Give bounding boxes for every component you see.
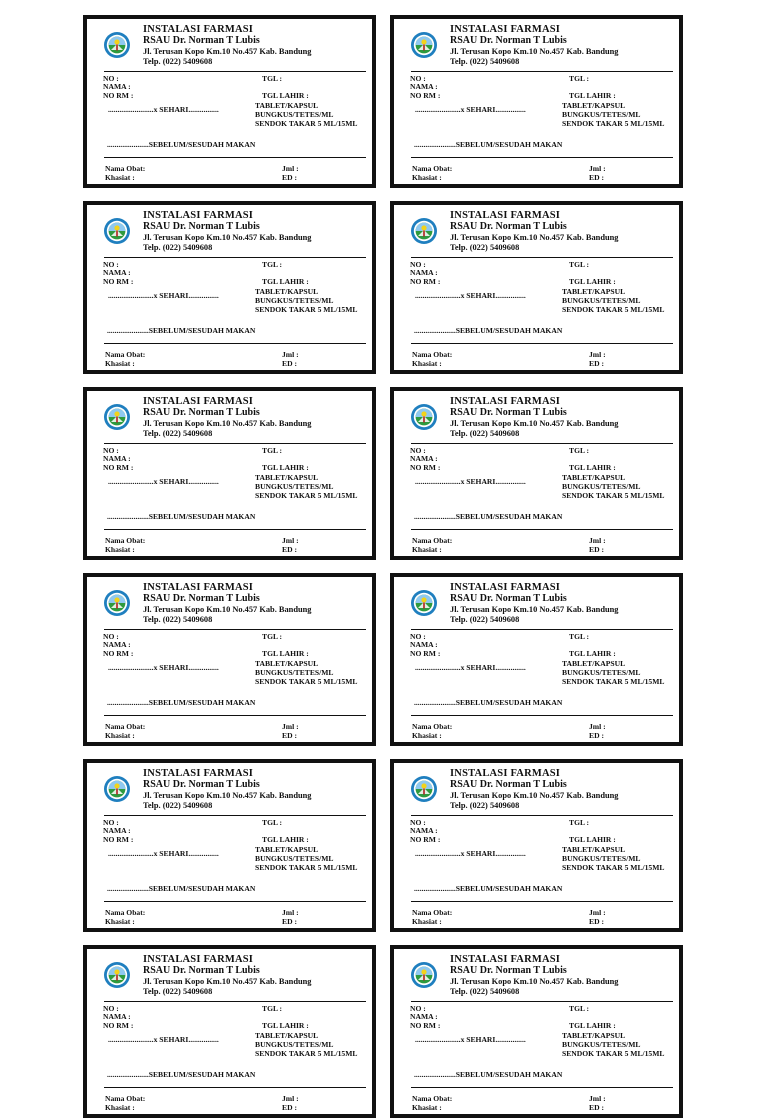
form-tablet: TABLET/KAPSUL — [255, 287, 319, 296]
header-divider — [411, 629, 673, 630]
hospital-phone: Telp. (022) 5409608 — [450, 429, 520, 438]
header-divider — [411, 71, 673, 72]
field-ed: ED : — [589, 173, 604, 182]
hospital-name: RSAU Dr. Norman T Lubis — [143, 965, 260, 976]
field-dosage: ........................x SEHARI................ — [108, 105, 219, 114]
field-jml: Jml : — [282, 722, 299, 731]
footer-divider — [104, 715, 366, 716]
field-jml: Jml : — [589, 350, 606, 359]
field-nama: NAMA : — [410, 82, 438, 91]
form-bungkus: BUNGKUS/TETES/ML — [255, 668, 334, 677]
label-title: INSTALASI FARMASI — [450, 954, 561, 965]
hospital-address: Jl. Terusan Kopo Km.10 No.457 Kab. Bandung — [450, 233, 619, 242]
header-divider — [411, 443, 673, 444]
form-tablet: TABLET/KAPSUL — [562, 287, 626, 296]
hospital-name: RSAU Dr. Norman T Lubis — [143, 407, 260, 418]
prescription-label — [83, 573, 376, 746]
field-tgl: TGL : — [262, 1004, 283, 1013]
field-nama: NAMA : — [410, 640, 438, 649]
field-no: NO : — [103, 446, 119, 455]
field-no: NO : — [410, 818, 426, 827]
field-khasiat: Khasiat : — [412, 359, 442, 368]
field-tgl-lahir: TGL LAHIR : — [569, 835, 616, 844]
form-tablet: TABLET/KAPSUL — [255, 101, 319, 110]
field-tgl: TGL : — [569, 1004, 590, 1013]
footer-divider — [104, 529, 366, 530]
hospital-name: RSAU Dr. Norman T Lubis — [143, 779, 260, 790]
field-no-rm: NO RM : — [103, 1021, 134, 1030]
form-tablet: TABLET/KAPSUL — [562, 1031, 626, 1040]
field-no: NO : — [410, 260, 426, 269]
field-khasiat: Khasiat : — [105, 1103, 135, 1112]
hospital-address: Jl. Terusan Kopo Km.10 No.457 Kab. Bandung — [450, 47, 619, 56]
field-nama-obat: Nama Obat: — [105, 1094, 146, 1103]
prescription-label — [83, 387, 376, 560]
prescription-label — [83, 201, 376, 374]
form-bungkus: BUNGKUS/TETES/ML — [255, 296, 334, 305]
prescription-label — [390, 759, 683, 932]
hospital-phone: Telp. (022) 5409608 — [450, 57, 520, 66]
label-title: INSTALASI FARMASI — [143, 582, 254, 593]
field-khasiat: Khasiat : — [105, 173, 135, 182]
field-tgl-lahir: TGL LAHIR : — [569, 463, 616, 472]
form-sendok: SENDOK TAKAR 5 ML/15ML — [562, 119, 665, 128]
form-sendok: SENDOK TAKAR 5 ML/15ML — [562, 491, 665, 500]
field-no-rm: NO RM : — [103, 649, 134, 658]
footer-divider — [411, 529, 673, 530]
hospital-name: RSAU Dr. Norman T Lubis — [143, 35, 260, 46]
form-tablet: TABLET/KAPSUL — [562, 659, 626, 668]
hospital-name: RSAU Dr. Norman T Lubis — [450, 221, 567, 232]
field-no: NO : — [103, 1004, 119, 1013]
field-nama-obat: Nama Obat: — [412, 722, 453, 731]
field-khasiat: Khasiat : — [105, 917, 135, 926]
field-dosage: ........................x SEHARI................ — [415, 849, 526, 858]
field-tgl-lahir: TGL LAHIR : — [262, 649, 309, 658]
footer-divider — [411, 715, 673, 716]
label-title: INSTALASI FARMASI — [450, 582, 561, 593]
form-bungkus: BUNGKUS/TETES/ML — [255, 482, 334, 491]
field-tgl-lahir: TGL LAHIR : — [569, 649, 616, 658]
field-dosage: ........................x SEHARI................ — [415, 291, 526, 300]
header-divider — [104, 71, 366, 72]
hospital-phone: Telp. (022) 5409608 — [450, 615, 520, 624]
form-tablet: TABLET/KAPSUL — [562, 845, 626, 854]
form-bungkus: BUNGKUS/TETES/ML — [255, 110, 334, 119]
header-divider — [104, 1001, 366, 1002]
hospital-address: Jl. Terusan Kopo Km.10 No.457 Kab. Bandung — [450, 791, 619, 800]
field-nama: NAMA : — [103, 454, 131, 463]
field-khasiat: Khasiat : — [105, 359, 135, 368]
hospital-emblem-icon — [410, 775, 438, 803]
form-tablet: TABLET/KAPSUL — [562, 473, 626, 482]
field-dosage: ........................x SEHARI................ — [415, 663, 526, 672]
prescription-label — [83, 15, 376, 188]
field-no-rm: NO RM : — [103, 91, 134, 100]
field-nama-obat: Nama Obat: — [412, 350, 453, 359]
field-no-rm: NO RM : — [103, 463, 134, 472]
field-khasiat: Khasiat : — [412, 173, 442, 182]
field-jml: Jml : — [282, 164, 299, 173]
hospital-address: Jl. Terusan Kopo Km.10 No.457 Kab. Bandung — [143, 977, 312, 986]
hospital-phone: Telp. (022) 5409608 — [450, 243, 520, 252]
field-no-rm: NO RM : — [103, 277, 134, 286]
field-dosage: ........................x SEHARI................ — [108, 477, 219, 486]
field-tgl: TGL : — [569, 260, 590, 269]
hospital-address: Jl. Terusan Kopo Km.10 No.457 Kab. Bandung — [143, 605, 312, 614]
field-timing: ......................SEBELUM/SESUDAH MAKAN — [414, 1070, 563, 1079]
field-timing: ......................SEBELUM/SESUDAH MAKAN — [107, 326, 256, 335]
footer-divider — [411, 157, 673, 158]
form-sendok: SENDOK TAKAR 5 ML/15ML — [255, 1049, 358, 1058]
label-title: INSTALASI FARMASI — [143, 954, 254, 965]
field-timing: ......................SEBELUM/SESUDAH MAKAN — [107, 1070, 256, 1079]
field-nama-obat: Nama Obat: — [412, 908, 453, 917]
field-no-rm: NO RM : — [410, 649, 441, 658]
form-sendok: SENDOK TAKAR 5 ML/15ML — [562, 1049, 665, 1058]
field-khasiat: Khasiat : — [412, 917, 442, 926]
label-title: INSTALASI FARMASI — [450, 396, 561, 407]
field-jml: Jml : — [589, 536, 606, 545]
hospital-emblem-icon — [103, 775, 131, 803]
field-jml: Jml : — [589, 164, 606, 173]
label-title: INSTALASI FARMASI — [143, 768, 254, 779]
hospital-phone: Telp. (022) 5409608 — [143, 57, 213, 66]
prescription-label — [390, 15, 683, 188]
field-jml: Jml : — [589, 1094, 606, 1103]
field-no: NO : — [410, 446, 426, 455]
form-bungkus: BUNGKUS/TETES/ML — [562, 296, 641, 305]
hospital-address: Jl. Terusan Kopo Km.10 No.457 Kab. Bandung — [143, 791, 312, 800]
hospital-emblem-icon — [103, 31, 131, 59]
field-dosage: ........................x SEHARI................ — [108, 663, 219, 672]
field-tgl-lahir: TGL LAHIR : — [262, 277, 309, 286]
hospital-emblem-icon — [410, 31, 438, 59]
field-tgl: TGL : — [262, 446, 283, 455]
label-title: INSTALASI FARMASI — [450, 768, 561, 779]
hospital-address: Jl. Terusan Kopo Km.10 No.457 Kab. Bandung — [143, 419, 312, 428]
hospital-emblem-icon — [103, 961, 131, 989]
field-dosage: ........................x SEHARI................ — [415, 477, 526, 486]
form-bungkus: BUNGKUS/TETES/ML — [562, 668, 641, 677]
hospital-phone: Telp. (022) 5409608 — [450, 987, 520, 996]
hospital-phone: Telp. (022) 5409608 — [450, 801, 520, 810]
footer-divider — [104, 901, 366, 902]
field-no: NO : — [103, 818, 119, 827]
label-title: INSTALASI FARMASI — [450, 210, 561, 221]
header-divider — [104, 815, 366, 816]
field-nama: NAMA : — [103, 826, 131, 835]
hospital-name: RSAU Dr. Norman T Lubis — [143, 593, 260, 604]
field-khasiat: Khasiat : — [105, 731, 135, 740]
prescription-label — [390, 201, 683, 374]
field-tgl: TGL : — [569, 74, 590, 83]
footer-divider — [411, 343, 673, 344]
form-bungkus: BUNGKUS/TETES/ML — [255, 854, 334, 863]
field-ed: ED : — [282, 359, 297, 368]
prescription-label — [390, 387, 683, 560]
hospital-address: Jl. Terusan Kopo Km.10 No.457 Kab. Bandung — [143, 47, 312, 56]
field-dosage: ........................x SEHARI................ — [108, 1035, 219, 1044]
field-nama-obat: Nama Obat: — [105, 536, 146, 545]
form-sendok: SENDOK TAKAR 5 ML/15ML — [562, 863, 665, 872]
prescription-label — [83, 759, 376, 932]
field-tgl: TGL : — [569, 632, 590, 641]
prescription-label — [390, 945, 683, 1118]
form-sendok: SENDOK TAKAR 5 ML/15ML — [562, 305, 665, 314]
field-ed: ED : — [282, 173, 297, 182]
form-tablet: TABLET/KAPSUL — [255, 845, 319, 854]
hospital-phone: Telp. (022) 5409608 — [143, 615, 213, 624]
form-tablet: TABLET/KAPSUL — [255, 659, 319, 668]
field-ed: ED : — [589, 1103, 604, 1112]
hospital-emblem-icon — [410, 589, 438, 617]
field-timing: ......................SEBELUM/SESUDAH MAKAN — [414, 884, 563, 893]
field-nama: NAMA : — [103, 82, 131, 91]
field-no-rm: NO RM : — [410, 835, 441, 844]
form-bungkus: BUNGKUS/TETES/ML — [255, 1040, 334, 1049]
field-khasiat: Khasiat : — [105, 545, 135, 554]
hospital-emblem-icon — [103, 403, 131, 431]
hospital-name: RSAU Dr. Norman T Lubis — [450, 779, 567, 790]
header-divider — [411, 815, 673, 816]
field-jml: Jml : — [589, 908, 606, 917]
field-tgl: TGL : — [262, 260, 283, 269]
field-no-rm: NO RM : — [103, 835, 134, 844]
field-tgl-lahir: TGL LAHIR : — [569, 1021, 616, 1030]
field-dosage: ........................x SEHARI................ — [108, 849, 219, 858]
hospital-address: Jl. Terusan Kopo Km.10 No.457 Kab. Bandung — [450, 605, 619, 614]
form-sendok: SENDOK TAKAR 5 ML/15ML — [255, 119, 358, 128]
field-khasiat: Khasiat : — [412, 545, 442, 554]
field-timing: ......................SEBELUM/SESUDAH MAKAN — [414, 698, 563, 707]
form-sendok: SENDOK TAKAR 5 ML/15ML — [255, 863, 358, 872]
form-bungkus: BUNGKUS/TETES/ML — [562, 1040, 641, 1049]
label-title: INSTALASI FARMASI — [143, 210, 254, 221]
footer-divider — [411, 1087, 673, 1088]
form-tablet: TABLET/KAPSUL — [562, 101, 626, 110]
hospital-emblem-icon — [410, 403, 438, 431]
field-tgl: TGL : — [569, 446, 590, 455]
field-tgl: TGL : — [569, 818, 590, 827]
field-tgl-lahir: TGL LAHIR : — [262, 835, 309, 844]
field-tgl: TGL : — [262, 74, 283, 83]
hospital-phone: Telp. (022) 5409608 — [143, 987, 213, 996]
field-timing: ......................SEBELUM/SESUDAH MAKAN — [414, 512, 563, 521]
hospital-name: RSAU Dr. Norman T Lubis — [450, 965, 567, 976]
field-no: NO : — [103, 260, 119, 269]
form-bungkus: BUNGKUS/TETES/ML — [562, 854, 641, 863]
field-timing: ......................SEBELUM/SESUDAH MAKAN — [107, 512, 256, 521]
field-jml: Jml : — [282, 908, 299, 917]
field-tgl-lahir: TGL LAHIR : — [262, 1021, 309, 1030]
field-timing: ......................SEBELUM/SESUDAH MAKAN — [107, 884, 256, 893]
field-jml: Jml : — [282, 1094, 299, 1103]
field-nama-obat: Nama Obat: — [412, 1094, 453, 1103]
field-no-rm: NO RM : — [410, 277, 441, 286]
field-tgl: TGL : — [262, 818, 283, 827]
field-nama-obat: Nama Obat: — [105, 722, 146, 731]
hospital-address: Jl. Terusan Kopo Km.10 No.457 Kab. Bandung — [450, 419, 619, 428]
form-sendok: SENDOK TAKAR 5 ML/15ML — [562, 677, 665, 686]
field-tgl-lahir: TGL LAHIR : — [569, 91, 616, 100]
field-dosage: ........................x SEHARI................ — [415, 105, 526, 114]
header-divider — [104, 257, 366, 258]
field-khasiat: Khasiat : — [412, 1103, 442, 1112]
footer-divider — [104, 157, 366, 158]
field-dosage: ........................x SEHARI................ — [415, 1035, 526, 1044]
hospital-phone: Telp. (022) 5409608 — [143, 801, 213, 810]
hospital-address: Jl. Terusan Kopo Km.10 No.457 Kab. Bandung — [450, 977, 619, 986]
label-title: INSTALASI FARMASI — [450, 24, 561, 35]
field-no-rm: NO RM : — [410, 1021, 441, 1030]
header-divider — [411, 1001, 673, 1002]
field-no: NO : — [103, 632, 119, 641]
hospital-phone: Telp. (022) 5409608 — [143, 243, 213, 252]
hospital-emblem-icon — [410, 217, 438, 245]
field-nama: NAMA : — [103, 1012, 131, 1021]
field-ed: ED : — [282, 731, 297, 740]
field-no: NO : — [410, 1004, 426, 1013]
hospital-name: RSAU Dr. Norman T Lubis — [450, 407, 567, 418]
footer-divider — [104, 1087, 366, 1088]
field-ed: ED : — [589, 545, 604, 554]
field-ed: ED : — [589, 359, 604, 368]
header-divider — [411, 257, 673, 258]
hospital-name: RSAU Dr. Norman T Lubis — [450, 35, 567, 46]
field-khasiat: Khasiat : — [412, 731, 442, 740]
field-ed: ED : — [282, 1103, 297, 1112]
form-tablet: TABLET/KAPSUL — [255, 1031, 319, 1040]
field-no: NO : — [103, 74, 119, 83]
field-nama-obat: Nama Obat: — [105, 164, 146, 173]
field-timing: ......................SEBELUM/SESUDAH MAKAN — [107, 140, 256, 149]
field-timing: ......................SEBELUM/SESUDAH MAKAN — [414, 326, 563, 335]
field-ed: ED : — [589, 731, 604, 740]
hospital-phone: Telp. (022) 5409608 — [143, 429, 213, 438]
hospital-emblem-icon — [410, 961, 438, 989]
field-timing: ......................SEBELUM/SESUDAH MAKAN — [107, 698, 256, 707]
header-divider — [104, 443, 366, 444]
field-no: NO : — [410, 74, 426, 83]
hospital-address: Jl. Terusan Kopo Km.10 No.457 Kab. Bandung — [143, 233, 312, 242]
footer-divider — [411, 901, 673, 902]
field-ed: ED : — [282, 545, 297, 554]
label-title: INSTALASI FARMASI — [143, 24, 254, 35]
field-nama: NAMA : — [103, 268, 131, 277]
hospital-emblem-icon — [103, 217, 131, 245]
field-nama-obat: Nama Obat: — [412, 164, 453, 173]
field-no-rm: NO RM : — [410, 91, 441, 100]
field-nama-obat: Nama Obat: — [105, 908, 146, 917]
field-nama: NAMA : — [410, 454, 438, 463]
label-title: INSTALASI FARMASI — [143, 396, 254, 407]
form-tablet: TABLET/KAPSUL — [255, 473, 319, 482]
hospital-name: RSAU Dr. Norman T Lubis — [143, 221, 260, 232]
field-tgl-lahir: TGL LAHIR : — [262, 463, 309, 472]
form-sendok: SENDOK TAKAR 5 ML/15ML — [255, 677, 358, 686]
form-bungkus: BUNGKUS/TETES/ML — [562, 110, 641, 119]
hospital-emblem-icon — [103, 589, 131, 617]
prescription-label — [83, 945, 376, 1118]
field-jml: Jml : — [282, 536, 299, 545]
header-divider — [104, 629, 366, 630]
form-sendok: SENDOK TAKAR 5 ML/15ML — [255, 491, 358, 500]
hospital-name: RSAU Dr. Norman T Lubis — [450, 593, 567, 604]
field-tgl-lahir: TGL LAHIR : — [262, 91, 309, 100]
field-no: NO : — [410, 632, 426, 641]
field-ed: ED : — [282, 917, 297, 926]
field-nama: NAMA : — [410, 826, 438, 835]
field-tgl-lahir: TGL LAHIR : — [569, 277, 616, 286]
field-nama-obat: Nama Obat: — [412, 536, 453, 545]
field-nama: NAMA : — [103, 640, 131, 649]
field-no-rm: NO RM : — [410, 463, 441, 472]
field-timing: ......................SEBELUM/SESUDAH MAKAN — [414, 140, 563, 149]
footer-divider — [104, 343, 366, 344]
field-nama: NAMA : — [410, 1012, 438, 1021]
field-ed: ED : — [589, 917, 604, 926]
form-bungkus: BUNGKUS/TETES/ML — [562, 482, 641, 491]
field-jml: Jml : — [589, 722, 606, 731]
field-tgl: TGL : — [262, 632, 283, 641]
form-sendok: SENDOK TAKAR 5 ML/15ML — [255, 305, 358, 314]
field-nama: NAMA : — [410, 268, 438, 277]
prescription-label — [390, 573, 683, 746]
field-dosage: ........................x SEHARI................ — [108, 291, 219, 300]
field-nama-obat: Nama Obat: — [105, 350, 146, 359]
field-jml: Jml : — [282, 350, 299, 359]
